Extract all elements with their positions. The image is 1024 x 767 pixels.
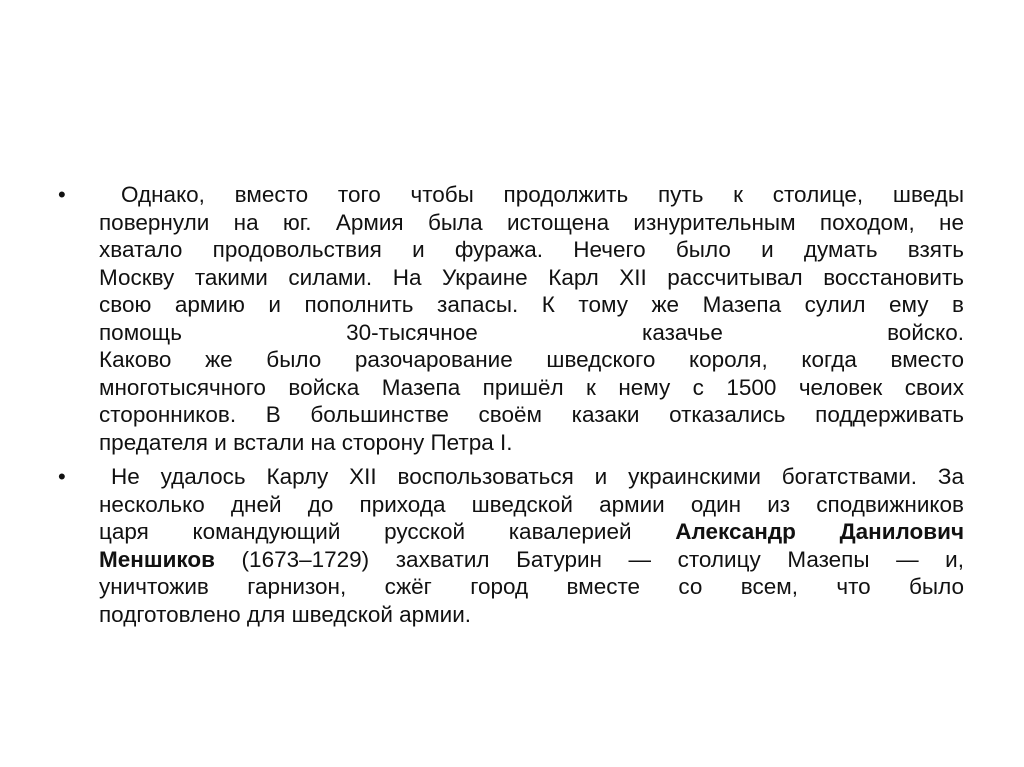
text-line: предателя и встали на сторону Петра I. [99,429,513,455]
slide-body [58,181,964,635]
text-line: многотысячного войска Мазепа пришёл к нему с 1500 человек своих [99,374,964,400]
text-line: несколько дней до прихода шведской армии один из сподвижников [99,491,964,517]
text-line: Москву такими силами. На Украине Карл XII рассчитывал восстановить [99,264,964,290]
text-line: помощь 30-тысячное казачье войско. [99,319,964,345]
text-line-content: Однако, вместо того чтобы продолжить путь к столице, шведы [121,182,964,207]
text-segment: царя командующий русской кавалерией [99,519,676,544]
text-segment: (1673–1729) захватил Батурин — столицу Мазепы — и, [214,546,964,572]
text-line [99,546,964,574]
text-line [99,518,964,546]
text-line: подготовлено для шведской армии. [99,601,472,627]
text-line [99,181,964,209]
person-surname: Меншиков [99,546,215,572]
person-name: Александр Данилович [675,519,965,544]
bullet-paragraph-1 [58,181,964,456]
bullet-marker: • [58,182,66,207]
text-line: хватало продовольствия и фуража. Нечего было и думать взять [99,237,964,262]
text-line: уничтожив гарнизон, сжёг город вместе со всем, что было [99,574,964,599]
text-line: повернули на юг. Армия была истощена изнурительным походом, не [99,209,964,235]
text-line: свою армию и пополнить запасы. К тому же Мазепа сулил ему в [99,292,964,317]
text-line: Каково же было разочарование шведского короля, когда вместо [99,347,964,372]
bullet-paragraph-2 [58,463,964,628]
text-line [99,463,964,491]
text-line: сторонников. В большинстве своём казаки отказались поддерживать [99,402,964,427]
text-line-content: Не удалось Карлу XII воспользоваться и украинскими богатствами. За [111,464,964,489]
bullet-marker: • [58,464,66,489]
